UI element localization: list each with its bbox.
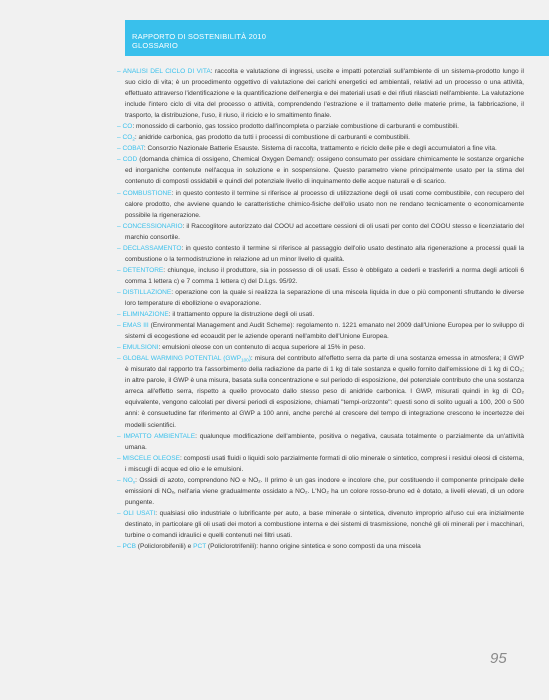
glossary-entry: – EMAS III (Environmental Management and Audit Scheme): regolamento n. 1221 emanato nel 2009 dall'Unione Europea per lo sviluppo di sistemi di ecogestione ed ecoaudit per le aziende operanti nell'ambito dell'Unione Europea.	[117, 322, 524, 341]
glossary-term: ANALISI DEL CICLO DI VITA	[122, 68, 211, 75]
glossary-term: EMAS III	[122, 322, 149, 330]
glossary-entry: – MISCELE OLEOSE: composti usati fluidi o liquidi solo parzialmente formati di olio minerale o sintetico, compresi i residui oleosi di cisterna, i miscugli di acque ed olio e le emulsioni.	[117, 454, 524, 473]
glossary-definition: (domanda chimica di ossigeno, Chemical Oxygen Demand): ossigeno consumato per ossidare chimicamente le sostanze organiche ed inorganiche contenute nell'acqua in soluzione e in sospensione. Questo parametro viene principalmente usato per la stima del contenuto di composti ossidabili e quindi del potenziale livello di inquinamento delle acque naturali e di scarico.	[125, 156, 524, 186]
glossary-entry: – DISTILLAZIONE: operazione con la quale si realizza la separazione di una miscela liquida in due o più componenti sfruttando le diverse loro temperature di ebollizione o evaporazione.	[117, 288, 525, 307]
report-title: RAPPORTO DI SOSTENIBILITÀ 2010	[132, 32, 267, 41]
glossary-entry: – IMPATTO AMBIENTALE: qualunque modificazione dell'ambiente, positiva o negativa, causata totalmente o parzialmente da un'attività umana.	[117, 432, 524, 451]
glossary-definition: emulsioni oleose con un contenuto di acqua superiore al 15% in peso.	[162, 344, 366, 352]
page-number: 95	[490, 650, 507, 667]
glossary-term: COBAT	[122, 145, 144, 153]
glossary-term: CO	[122, 123, 133, 131]
glossary-term: $NO_x$	[123, 476, 136, 485]
glossary-term: PCB	[122, 543, 136, 551]
glossary-definition: misura del contributo all'effetto serra da parte di una sostanza emessa in atmosfera; il GWP è misurato dal rapporto tra l'assorbimento della radiazione da parte di 1 kg di tale sostanza e quello fornito dall'emissione di 1 kg di CO₂; in altre parole, il GWP è una misura, basata sulla concentrazione e sul periodo di esposizione, del potenziale contributo che una sostanza arreca all'effetto serra, rispetto a quello provocato dallo stesso peso di anidride carbonica. I GWP, misurati quindi in kg di CO₂ equivalente, vengono calcolati per diversi periodi di esposizione, chiamati "tempi-orizzonte": questi sono di solito uguali a 100, 200 o 500 anni: è consuetudine far riferimento al GWP a 100 anni, anche perché al crescere del tempo di integrazione crescono le incertezze dei modelli scientifici.	[125, 355, 524, 429]
glossary-definition: operazione con la quale si realizza la separazione di una miscela liquida in due o più componenti sfruttando le diverse loro temperature di ebollizione o evaporazione.	[125, 288, 525, 307]
glossary-entry: – PCB (Policlorobifenili) e PCT (Policlorotrifenili): hanno origine sintetica e sono composti da una miscela	[117, 543, 421, 551]
glossary-entry: – GLOBAL WARMING POTENTIAL $(GWP_{100})$: misura del contributo all'effetto serra da parte di una sostanza emessa in atmosfera; il GWP è misurato dal rapporto tra l'assorbimento della radiazione da parte di 1 kg di tale sostanza e quello fornito dall'emissione di 1 kg di CO₂; in altre parole, il GWP è una misura, basata sulla concentrazione e sul periodo di esposizione, del potenziale contributo che una sostanza arreca all'effetto serra, rispetto a quello provocato dallo stesso peso di anidride carbonica. I GWP, misurati quindi in kg di CO₂ equivalente, vengono calcolati per diversi periodi di esposizione, chiamati "tempi-orizzonte": questi sono di solito uguali a 100, 200 o 500 anni: è consuetudine far riferimento al GWP a 100 anni, anche perché al crescere del tempo di integrazione crescono le incertezze dei modelli scientifici.	[117, 355, 524, 429]
glossary-term: MISCELE OLEOSE	[122, 454, 180, 462]
glossary-list	[117, 66, 524, 552]
glossary-definition: (Policlorobifenili) e	[137, 543, 194, 551]
glossary-term: COD	[122, 156, 138, 164]
glossary-term: COMBUSTIONE	[122, 189, 172, 197]
glossary-term: DECLASSAMENTO	[123, 244, 182, 252]
glossary-definition: qualunque modificazione dell'ambiente, positiva o negativa, causata totalmente o parzialmente da un'attività umana.	[125, 432, 524, 451]
glossary-definition: in questo contesto il termine si riferisce al passaggio dell'olio usato destinato alla rigenerazione a processi quali la combustione o la termodistruzione in relazione ad un minor livello di qualità.	[125, 244, 525, 263]
glossary-entry: – CO: monossido di carbonio, gas tossico prodotto dall'incompleta o parziale combustione di carburanti e combustibili.	[117, 123, 459, 131]
glossary-definition: chiunque, incluso il produttore, sia in possesso di oli usati. Esso è obbligato a cederli e trasferirli a norma degli articoli 6 comma 1 lettera c) e 7 comma 1 lettera c) del D.Lgs. 95/92.	[125, 266, 524, 285]
glossary-entry: – COBAT: Consorzio Nazionale Batterie Esauste. Sistema di raccolta, trattamento e riciclo delle pile e degli accumulatori a fine vita.	[117, 145, 497, 153]
glossary-entry: – EMULSIONI: emulsioni oleose con un contenuto di acqua superiore al 15% in peso.	[117, 344, 366, 352]
glossary-definition: composti usati fluidi o liquidi solo parzialmente formati di olio minerale o sintetico, compresi i residui oleosi di cisterna, i miscugli di acque ed olio e le emulsioni.	[125, 454, 524, 473]
header-band	[125, 20, 549, 56]
glossary-term: GLOBAL WARMING POTENTIAL $(GWP_{100})$	[122, 355, 251, 363]
glossary-term: PCT	[193, 543, 207, 551]
glossary-definition: il Raccoglitore autorizzato dal COOU ad accettare cessioni di oli usati per conto del COOU stesso e licenziatario del marchio consortile.	[125, 222, 524, 241]
glossary-definition: (Policlorotrifenili): hanno origine sintetica e sono composti da una miscela	[206, 543, 421, 551]
glossary-term: $CO_2$	[122, 134, 135, 142]
glossary-definition: Consorzio Nazionale Batterie Esauste. Sistema di raccolta, trattamento e riciclo delle pile e degli accumulatori a fine vita.	[147, 145, 497, 153]
glossary-entry: – OLI USATI: qualsiasi olio industriale o lubrificante per auto, a base minerale o sintetica, divenuto improprio all'uso cui era inizialmente destinato, in particolare gli oli usati dei motori a combustione interna e dei sistemi di trasmissione, nonché gli oli minerali per i macchinari, turbine o comandi idraulici e quelli contenuti nei filtri usati.	[117, 509, 524, 539]
glossary-entry: – COD (domanda chimica di ossigeno, Chemical Oxygen Demand): ossigeno consumato per ossidare chimicamente le sostanze organiche ed inorganiche contenute nell'acqua in soluzione e in sospensione. Questo parametro viene principalmente usato per la stima del contenuto di composti ossidabili e quindi del potenziale livello di inquinamento delle acque naturali e di scarico.	[117, 156, 524, 186]
glossary-definition: monossido di carbonio, gas tossico prodotto dall'incompleta o parziale combustione di carburanti e combustibili.	[135, 123, 459, 131]
glossary-entry: – DECLASSAMENTO: in questo contesto il termine si riferisce al passaggio dell'olio usato destinato alla rigenerazione a processi quali la combustione o la termodistruzione in relazione ad un minor livello di qualità.	[117, 244, 525, 263]
glossary-entry: – $NO_x$: Ossidi di azoto, comprendono NO e NO₂. Il primo è un gas inodore e incolore che, pur costituendo il componente principale delle emissioni di NOₓ, nell'aria viene gradualmente ossidato a NO₂. L'NO₂ ha un colore rosso-bruno ed è dotato, a livelli elevati, di un odore pungente.	[117, 476, 524, 506]
glossary-term: IMPATTO AMBIENTALE	[123, 432, 196, 440]
glossary-term: DETENTORE	[123, 266, 164, 274]
glossary-definition: anidride carbonica, gas prodotto da tutti i processi di combustione di carburanti e combustibili.	[138, 134, 410, 142]
glossary-entry: – $CO_2$: anidride carbonica, gas prodotto da tutti i processi di combustione di carburanti e combustibili.	[117, 134, 410, 142]
glossary-definition: il trattamento oppure la distruzione degli oli usati.	[172, 311, 315, 319]
glossary-definition: Ossidi di azoto, comprendono NO e NO₂. Il primo è un gas inodore e incolore che, pur costituendo il componente principale delle emissioni di NOₓ, nell'aria viene gradualmente ossidato a NO₂. L'NO₂ ha un colore rosso-bruno ed è dotato, a livelli elevati, di un odore pungente.	[125, 476, 524, 506]
glossary-term: CONCESSIONARIO	[122, 222, 183, 230]
glossary-entry: – CONCESSIONARIO: il Raccoglitore autorizzato dal COOU ad accettare cessioni di oli usati per conto del COOU stesso e licenziatario del marchio consortile.	[117, 222, 524, 241]
glossary-definition: raccolta e valutazione di ingressi, uscite e impatti potenziali sull'ambiente di un sistema-prodotto lungo il suo ciclo di vita; è un procedimento oggettivo di valutazione dei carichi energetici ed ambientali, relativi ad un processo o una attività, effettuato attraverso l'identificazione e la quantificazione dell'energia e dei materiali usati e dei rifiuti rilasciati nell'ambiente. La valutazione include l'intero ciclo di vita del processo o attività, comprendendo l'estrazione e il trattamento delle materie prime, la fabbricazione, il trasporto, la distribuzione, l'uso, il riuso, il riciclo e lo smaltimento finale.	[125, 68, 524, 120]
section-title: GLOSSARIO	[132, 41, 178, 50]
glossary-entry: – ANALISI DEL CICLO DI VITA: raccolta e valutazione di ingressi, uscite e impatti potenziali sull'ambiente di un sistema-prodotto lungo il suo ciclo di vita; è un procedimento oggettivo di valutazione dei carichi energetici ed ambientali, relativi ad un processo o una attività, effettuato attraverso l'identificazione e la quantificazione dell'energia e dei materiali usati e dei rifiuti rilasciati nell'ambiente. La valutazione include l'intero ciclo di vita del processo o attività, comprendendo l'estrazione e il trattamento delle materie prime, la fabbricazione, il trasporto, la distribuzione, l'uso, il riuso, il riciclo e lo smaltimento finale.	[117, 68, 524, 120]
glossary-term: OLI USATI	[123, 509, 156, 517]
glossary-definition: qualsiasi olio industriale o lubrificante per auto, a base minerale o sintetica, divenuto improprio all'uso cui era inizialmente destinato, in particolare gli oli usati dei motori a combustione interna e dei sistemi di trasmissione, nonché gli oli minerali per i macchinari, turbine o comandi idraulici e quelli contenuti nei filtri usati.	[125, 509, 524, 539]
glossary-definition: (Environmental Management and Audit Scheme): regolamento n. 1221 emanato nel 2009 dall'Unione Europea per lo sviluppo di sistemi di ecogestione ed ecoaudit per le aziende operanti nell'ambito dell'Unione Europea.	[125, 322, 524, 341]
glossary-term: ELIMINAZIONE	[122, 311, 169, 319]
glossary-definition: in questo contesto il termine si riferisce al processo di utilizzazione degli oli usati come combustibile, con recupero del calore prodotto, che avviene quando le caratteristiche chimico-fisiche dell'olio usato non ne rendano tecnicamente o economicamente possibile la rigenerazione.	[125, 189, 525, 219]
glossary-term: DISTILLAZIONE	[122, 288, 172, 296]
glossary-entry: – DETENTORE: chiunque, incluso il produttore, sia in possesso di oli usati. Esso è obbligato a cederli e trasferirli a norma degli articoli 6 comma 1 lettera c) e 7 comma 1 lettera c) del D.Lgs. 95/92.	[117, 266, 524, 285]
glossary-entry: – COMBUSTIONE: in questo contesto il termine si riferisce al processo di utilizzazione degli oli usati come combustibile, con recupero del calore prodotto, che avviene quando le caratteristiche chimico-fisiche dell'olio usato non ne rendano tecnicamente o economicamente possibile la rigenerazione.	[117, 189, 525, 219]
glossary-term: EMULSIONI	[122, 344, 159, 352]
glossary-entry: – ELIMINAZIONE: il trattamento oppure la distruzione degli oli usati.	[117, 311, 315, 319]
